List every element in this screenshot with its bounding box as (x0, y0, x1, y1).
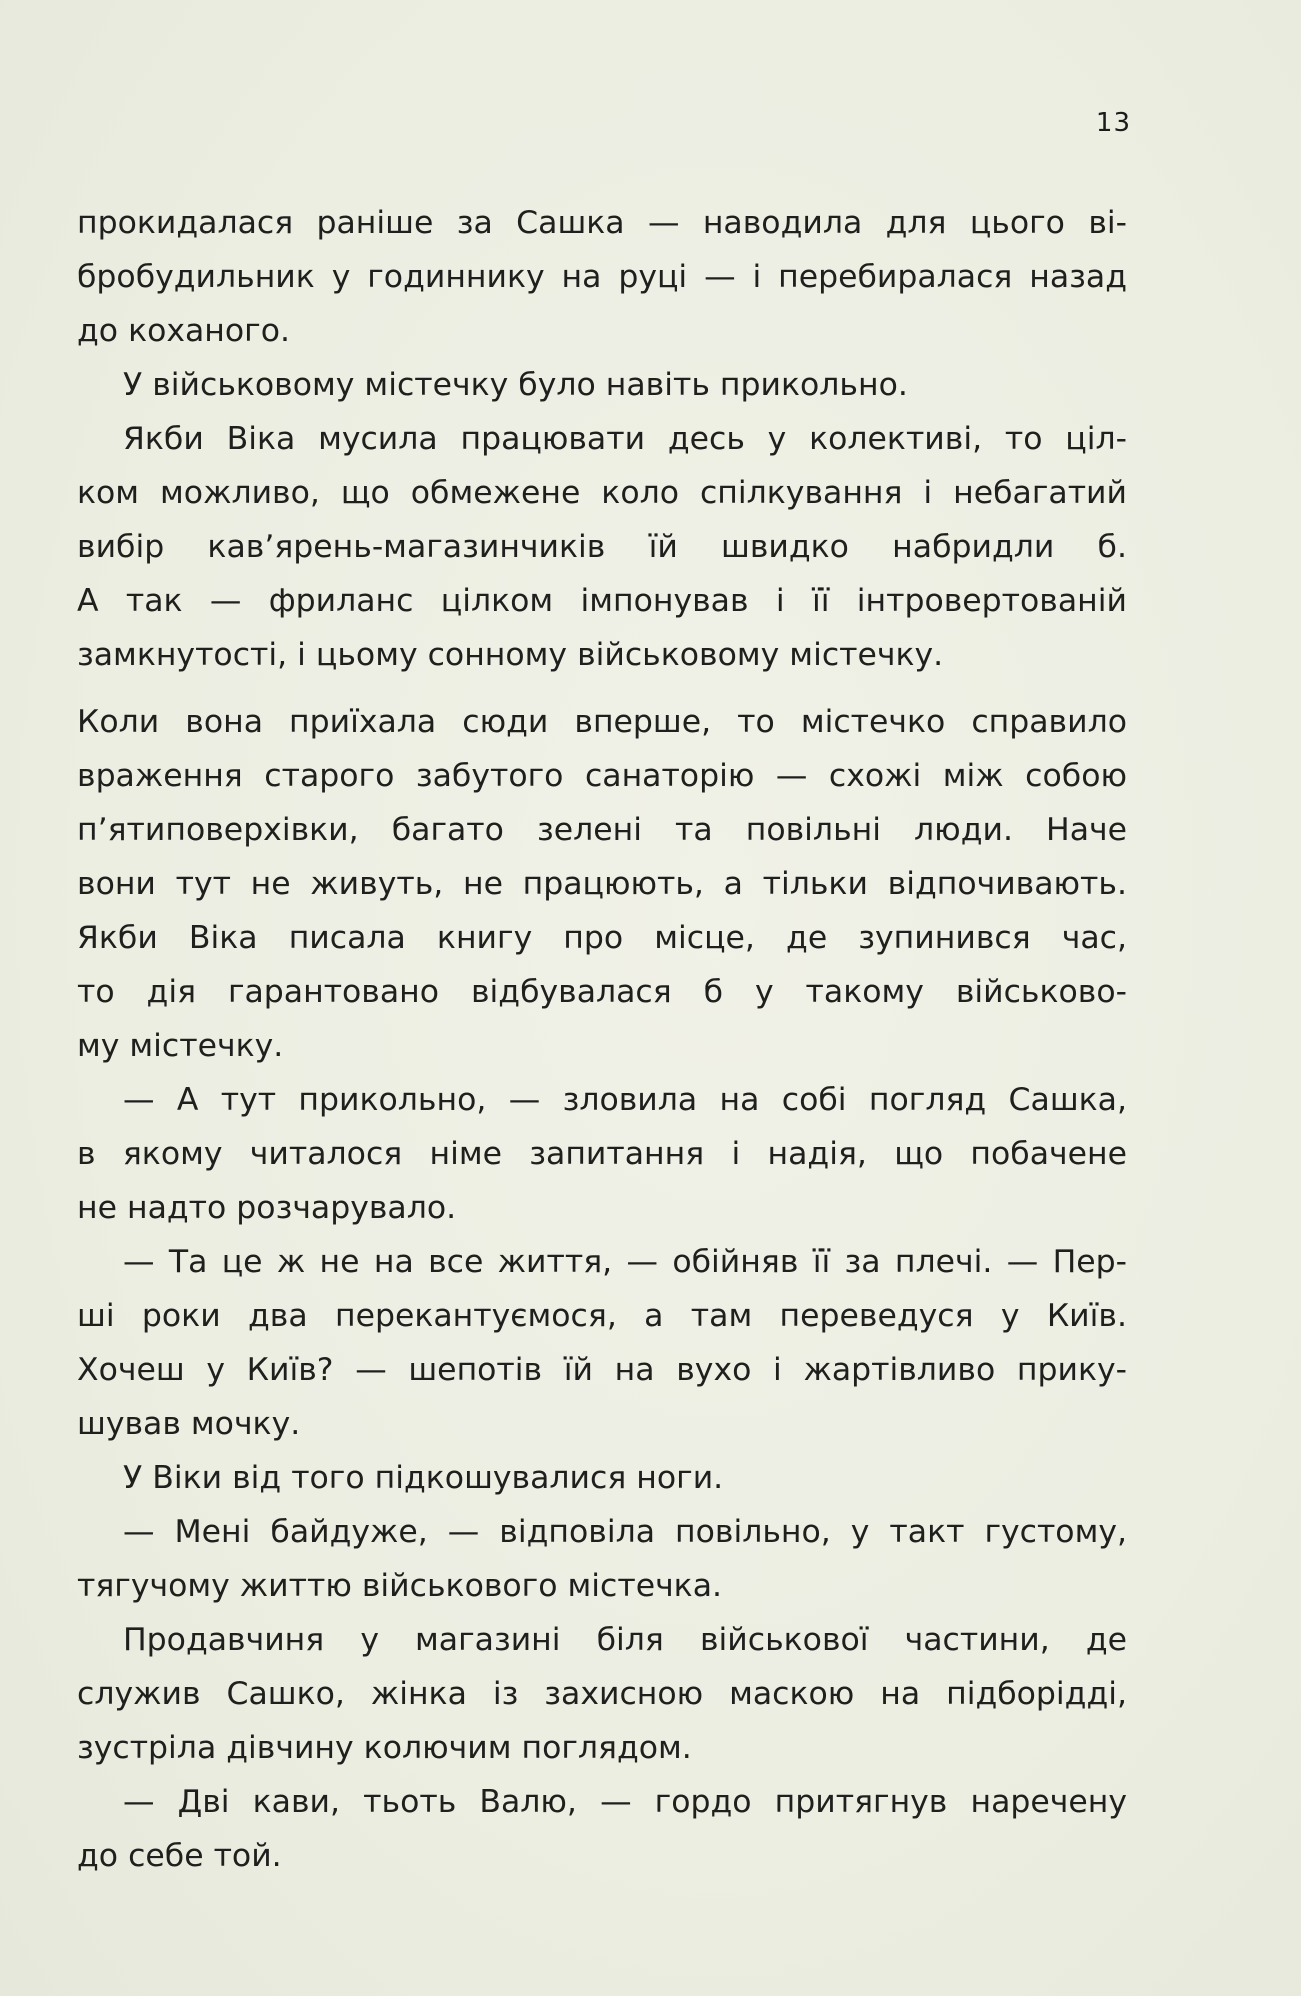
text-line: Коли вона приїхала сюди вперше, то містечко справило (77, 704, 1127, 740)
text-line: вибір кав’ярень-магазинчиків їй швидко набридли б. (77, 529, 1127, 565)
text-line: ком можливо, що обмежене коло спілкування і небагатий (77, 475, 1127, 511)
text-line: Хочеш у Київ? — шепотів їй на вухо і жартівливо прику- (77, 1352, 1127, 1388)
text-line: — Та це ж не на все життя, — обійняв її за плечі. — Пер- (123, 1244, 1127, 1280)
text-line: тягучому життю військового містечка. (77, 1568, 723, 1604)
text-line: не надто розчарувало. (77, 1190, 457, 1226)
text-line: Якби Віка мусила працювати десь у колективі, то цiл- (123, 421, 1127, 457)
text-line: шував мочку. (77, 1406, 301, 1442)
section-gap (77, 682, 1127, 695)
text-line: му містечку. (77, 1028, 284, 1064)
text-line: зустріла дівчину колючим поглядом. (77, 1730, 692, 1766)
text-line: — Дві кави, тьоть Валю, — гордо притягнув наречену (123, 1784, 1127, 1820)
text-line: враження старого забутого санаторію — схожі між собою (77, 758, 1127, 794)
text-line: до себе той. (77, 1838, 282, 1874)
text-line: ші роки два перекантуємося, а там переведуся у Київ. (77, 1298, 1127, 1334)
body-text (77, 196, 1127, 1883)
text-line: — А тут прикольно, — зловила на собі погляд Сашка, (123, 1082, 1127, 1118)
text-line: замкнутості, і цьому сонному військовому містечку. (77, 637, 944, 673)
text-line: прокидалася раніше за Сашка — наводила для цього ві- (77, 205, 1127, 241)
text-line: — Мені байдуже, — відповіла повільно, у такт густому, (123, 1514, 1127, 1550)
text-line: У військовому містечку було навіть прикольно. (123, 367, 908, 403)
text-line: бробудильник у годиннику на руці — і перебиралася назад (77, 259, 1127, 295)
text-line: вони тут не живуть, не працюють, а тільки відпочивають. (77, 866, 1127, 902)
text-line: то дія гарантовано відбувалася б у такому військово- (77, 974, 1127, 1010)
text-line: служив Сашко, жінка із захисною маскою на підборідді, (77, 1676, 1127, 1712)
page-number: 13 (1095, 108, 1131, 138)
text-line: п’ятиповерхівки, багато зелені та повільні люди. Наче (77, 812, 1127, 848)
text-line: А так — фриланс цілком імпонував і її інтровертованій (77, 583, 1127, 619)
text-line: У Віки від того підкошувалися ноги. (123, 1460, 724, 1496)
text-line: в якому читалося німе запитання і надія, що побачене (77, 1136, 1127, 1172)
text-line: Якби Віка писала книгу про місце, де зупинився час, (77, 920, 1127, 956)
text-line: до коханого. (77, 313, 291, 349)
text-line: Продавчиня у магазині біля військової частини, де (123, 1622, 1127, 1658)
